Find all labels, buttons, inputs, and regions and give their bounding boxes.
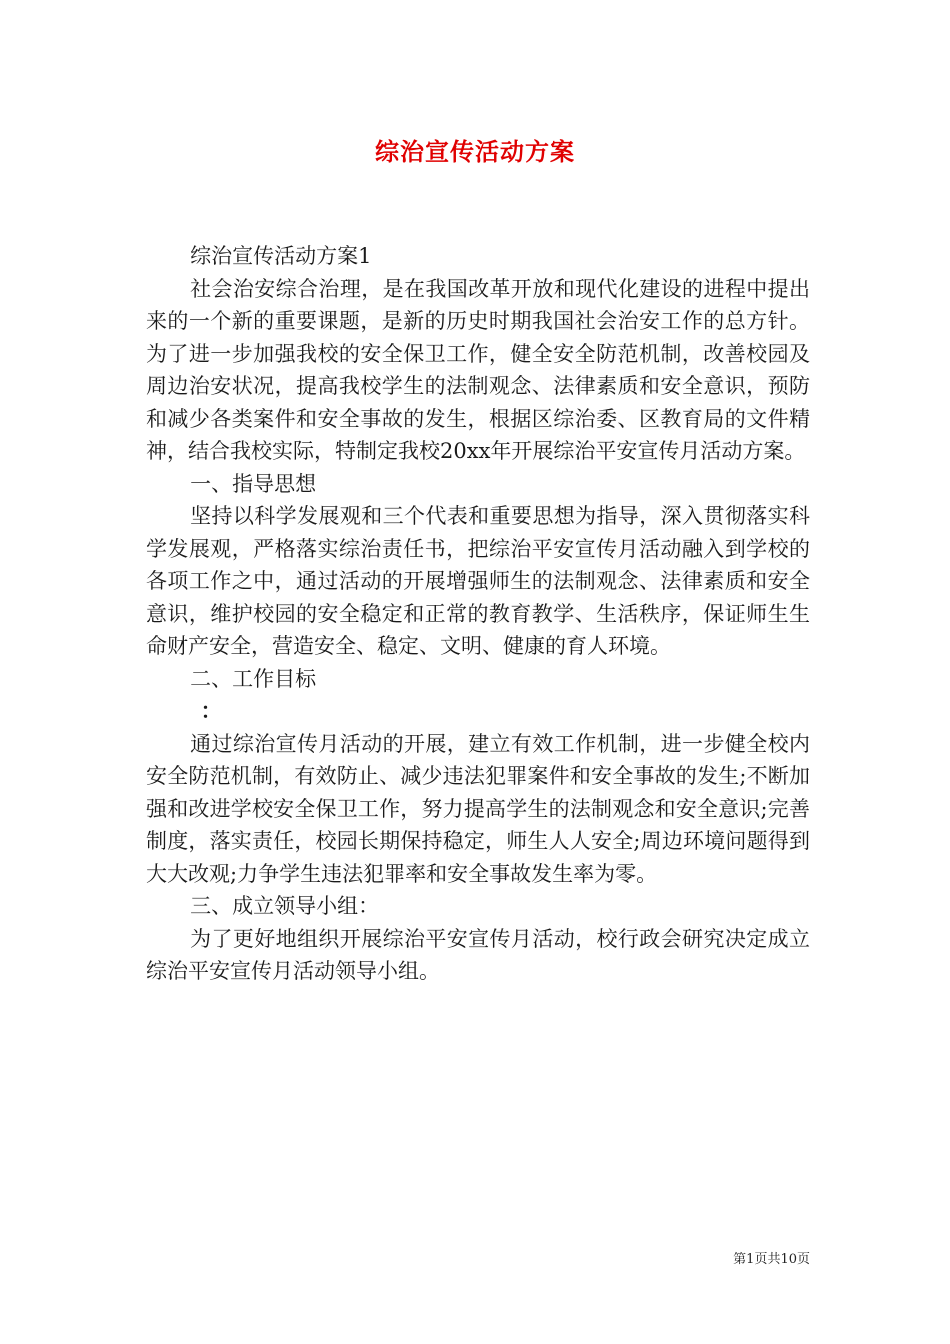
document-body [146,240,810,988]
paragraph-leadership-group: 为了更好地组织开展综治平安宣传月活动，校行政会研究决定成立综治平安宣传月活动领导小组。 [146,926,810,983]
page-number-footer: 第1页共10页 [733,1252,810,1267]
heading-guiding-ideology: 一、指导思想 [190,471,317,496]
paragraph-work-goals: 通过综治宣传月活动的开展，建立有效工作机制，进一步健全校内安全防范机制，有效防止、减少违法犯罪案件和安全事故的发生;不断加强和改进学校安全保卫工作，努力提高学生的法制观念和安全意识;完善制度，落实责任，校园长期保持稳定，师生人人安全;周边环境问题得到大大改观;力争学生违法犯罪率和安全事故发生率为零。 [146,731,810,886]
heading-work-goals: 二、工作目标 [190,666,317,691]
paragraph-intro: 社会治安综合治理，是在我国改革开放和现代化建设的进程中提出来的一个新的重要课题，是新的历史时期我国社会治安工作的总方针。为了进一步加强我校的安全保卫工作，健全安全防范机制，改善校园及周边治安状况，提高我校学生的法制观念、法律素质和安全意识，预防和减少各类案件和安全事故的发生，根据区综治委、区教育局的文件精神，结合我校实际，特制定我校20xx年开展综治平安宣传月活动方案。 [146,276,810,463]
heading-leadership-group: 三、成立领导小组： [190,894,380,918]
section-subtitle: 综治宣传活动方案1 [190,244,372,268]
paragraph-guiding-ideology: 坚持以科学发展观和三个代表和重要思想为指导，深入贯彻落实科学发展观，严格落实综治责任书，把综治平安宣传月活动融入到学校的各项工作之中，通过活动的开展增强师生的法制观念、法律素质和安全意识，维护校园的安全稳定和正常的教育教学、生活秩序，保证师生生命财产安全，营造安全、稳定、文明、健康的育人环境。 [146,504,810,658]
colon-line: ： [200,698,222,723]
document-title: 综治宣传活动方案 [375,137,575,166]
